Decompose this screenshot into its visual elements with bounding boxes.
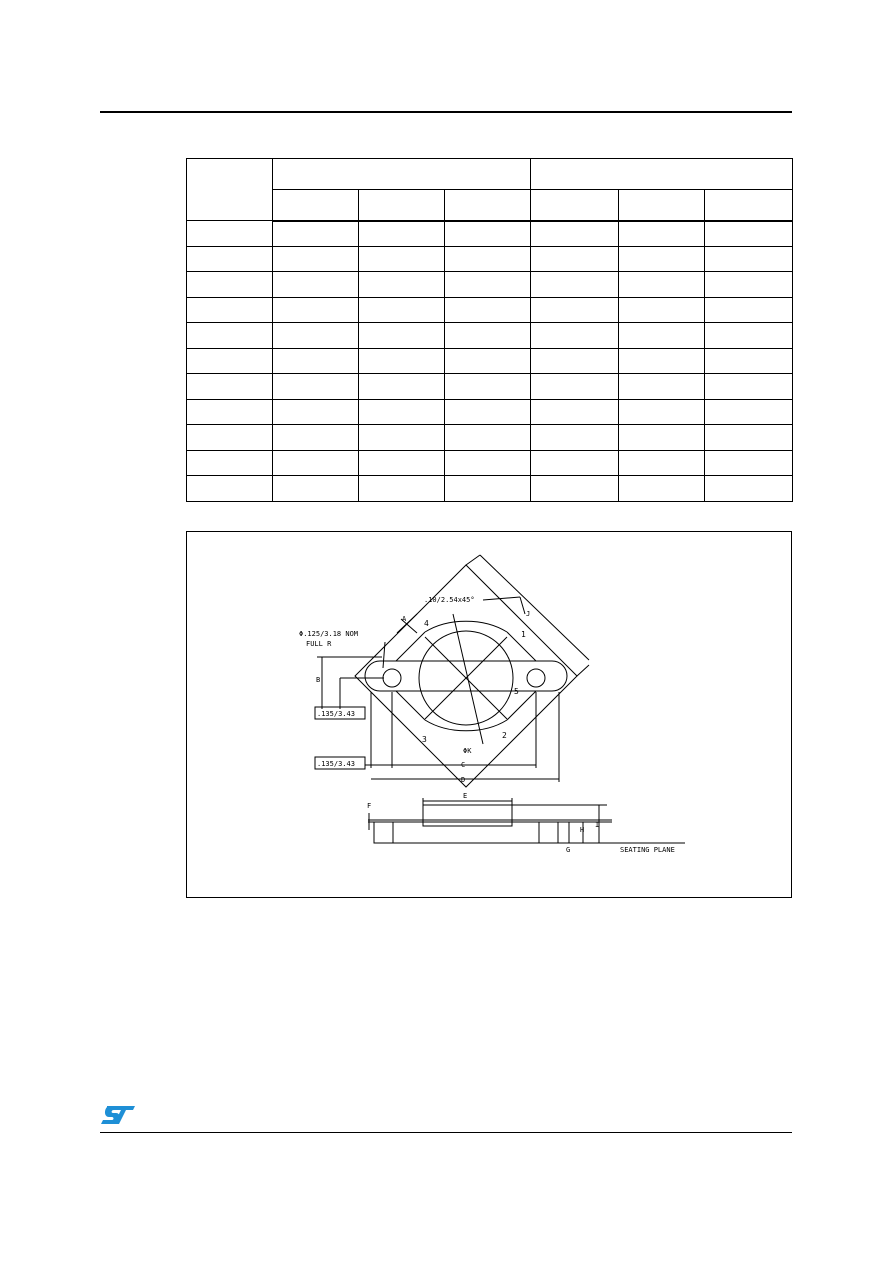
table-cell	[445, 272, 531, 298]
table-row	[187, 450, 793, 476]
table-cell	[619, 246, 705, 272]
table-row	[187, 323, 793, 349]
dim-label-a: A	[402, 615, 407, 623]
box-dimension-1: .135/3.43	[317, 710, 355, 718]
table-cell	[445, 323, 531, 349]
table-cell	[359, 323, 445, 349]
chamfer-note: .10/2.54x45°	[424, 596, 475, 604]
mounting-hole-left	[383, 669, 401, 687]
dim-label-e: E	[463, 792, 468, 800]
pin-label-5: 5	[514, 687, 519, 696]
table-cell	[619, 272, 705, 298]
side-view-lid	[423, 805, 512, 826]
pin-label-1: 1	[521, 630, 526, 639]
header-rule	[100, 111, 792, 113]
table-row	[187, 246, 793, 272]
pin-label-2: 2	[502, 731, 507, 740]
table-cell	[187, 297, 273, 323]
table-cell	[359, 221, 445, 247]
table-cell	[531, 297, 619, 323]
dim-label-k: ΦK	[463, 747, 472, 755]
table-cell	[531, 348, 619, 374]
table-header-cell-group-1	[273, 159, 531, 190]
table-cell	[705, 450, 793, 476]
dim-label-g: G	[566, 846, 571, 854]
table-cell	[187, 221, 273, 247]
footer-rule	[100, 1132, 792, 1133]
dim-label-b: B	[316, 676, 321, 684]
st-logo-icon	[100, 1105, 136, 1125]
table-cell	[359, 476, 445, 502]
table-row	[187, 425, 793, 451]
table-cell	[187, 399, 273, 425]
hole-note: Φ.125/3.18 NOM	[299, 630, 359, 638]
table-row	[187, 221, 793, 247]
table-cell	[531, 323, 619, 349]
dim-label-h: H	[580, 826, 585, 834]
table-cell	[445, 297, 531, 323]
table-cell	[705, 348, 793, 374]
table-cell	[273, 476, 359, 502]
table-cell	[273, 246, 359, 272]
table-row	[187, 476, 793, 502]
table-header-cell-dim	[187, 159, 273, 221]
table-cell	[273, 399, 359, 425]
table-cell	[705, 425, 793, 451]
table-cell	[531, 374, 619, 400]
table-cell	[619, 425, 705, 451]
table-cell	[359, 425, 445, 451]
table-cell	[619, 221, 705, 247]
table-cell	[273, 297, 359, 323]
table-cell	[619, 399, 705, 425]
dim-label-j: J	[526, 610, 531, 618]
table-cell	[273, 323, 359, 349]
table-cell	[619, 323, 705, 349]
table-cell	[619, 450, 705, 476]
table-cell	[187, 450, 273, 476]
table-cell	[619, 374, 705, 400]
table-cell	[705, 297, 793, 323]
table-cell	[187, 272, 273, 298]
table-cell	[359, 297, 445, 323]
table-cell	[531, 425, 619, 451]
table-cell	[619, 348, 705, 374]
table-cell	[273, 272, 359, 298]
table-cell	[705, 323, 793, 349]
table-row	[187, 272, 793, 298]
table-cell	[445, 450, 531, 476]
table-header-cell-group-2	[531, 159, 793, 190]
box-dimension-2: .135/3.43	[317, 760, 355, 768]
table-cell	[445, 348, 531, 374]
table-cell	[705, 272, 793, 298]
table-cell	[273, 348, 359, 374]
radius-note: FULL R	[306, 640, 332, 648]
table-cell	[273, 374, 359, 400]
table-subheader-cell	[273, 190, 359, 221]
table-cell	[531, 450, 619, 476]
table-row	[187, 374, 793, 400]
seating-plane-label: SEATING PLANE	[620, 846, 675, 854]
table-cell	[445, 399, 531, 425]
table-cell	[531, 476, 619, 502]
table-cell	[619, 297, 705, 323]
table-cell	[187, 374, 273, 400]
table-subheader-cell	[619, 190, 705, 221]
table-cell	[359, 374, 445, 400]
table-cell	[187, 348, 273, 374]
table-cell	[705, 221, 793, 247]
table-cell	[273, 425, 359, 451]
pin-label-3: 3	[422, 735, 427, 744]
table-row	[187, 297, 793, 323]
dim-label-i: I	[595, 821, 600, 829]
table-subheader-cell	[705, 190, 793, 221]
table-cell	[531, 399, 619, 425]
table-cell	[705, 476, 793, 502]
table-cell	[359, 246, 445, 272]
table-cell	[187, 476, 273, 502]
table-cell	[273, 221, 359, 247]
table-subheader-cell	[359, 190, 445, 221]
dim-label-f: F	[367, 802, 372, 810]
dimension-table	[186, 158, 793, 502]
table-cell	[531, 272, 619, 298]
table-cell	[705, 399, 793, 425]
mounting-hole-right	[527, 669, 545, 687]
dim-label-d: D	[461, 776, 466, 784]
table-cell	[445, 476, 531, 502]
package-outline-drawing	[187, 532, 791, 897]
side-view-flange	[374, 822, 558, 843]
table-cell	[705, 246, 793, 272]
table-cell	[619, 476, 705, 502]
table-cell	[187, 425, 273, 451]
table-cell	[445, 374, 531, 400]
package-drawing	[186, 531, 792, 898]
table-subheader-cell	[531, 190, 619, 221]
table-subheader-cell	[445, 190, 531, 221]
table-subheader-row	[187, 190, 793, 221]
table-cell	[359, 450, 445, 476]
table-header-row	[187, 159, 793, 190]
table-cell	[445, 425, 531, 451]
table-cell	[531, 221, 619, 247]
pin-label-4: 4	[424, 619, 429, 628]
table-cell	[705, 374, 793, 400]
table-cell	[359, 272, 445, 298]
table-cell	[445, 221, 531, 247]
dim-label-c: C	[461, 761, 466, 769]
table-cell	[187, 246, 273, 272]
table-row	[187, 399, 793, 425]
table-cell	[273, 450, 359, 476]
table-cell	[187, 323, 273, 349]
table-cell	[359, 399, 445, 425]
table-cell	[359, 348, 445, 374]
table-row	[187, 348, 793, 374]
table-cell	[445, 246, 531, 272]
table-cell	[531, 246, 619, 272]
